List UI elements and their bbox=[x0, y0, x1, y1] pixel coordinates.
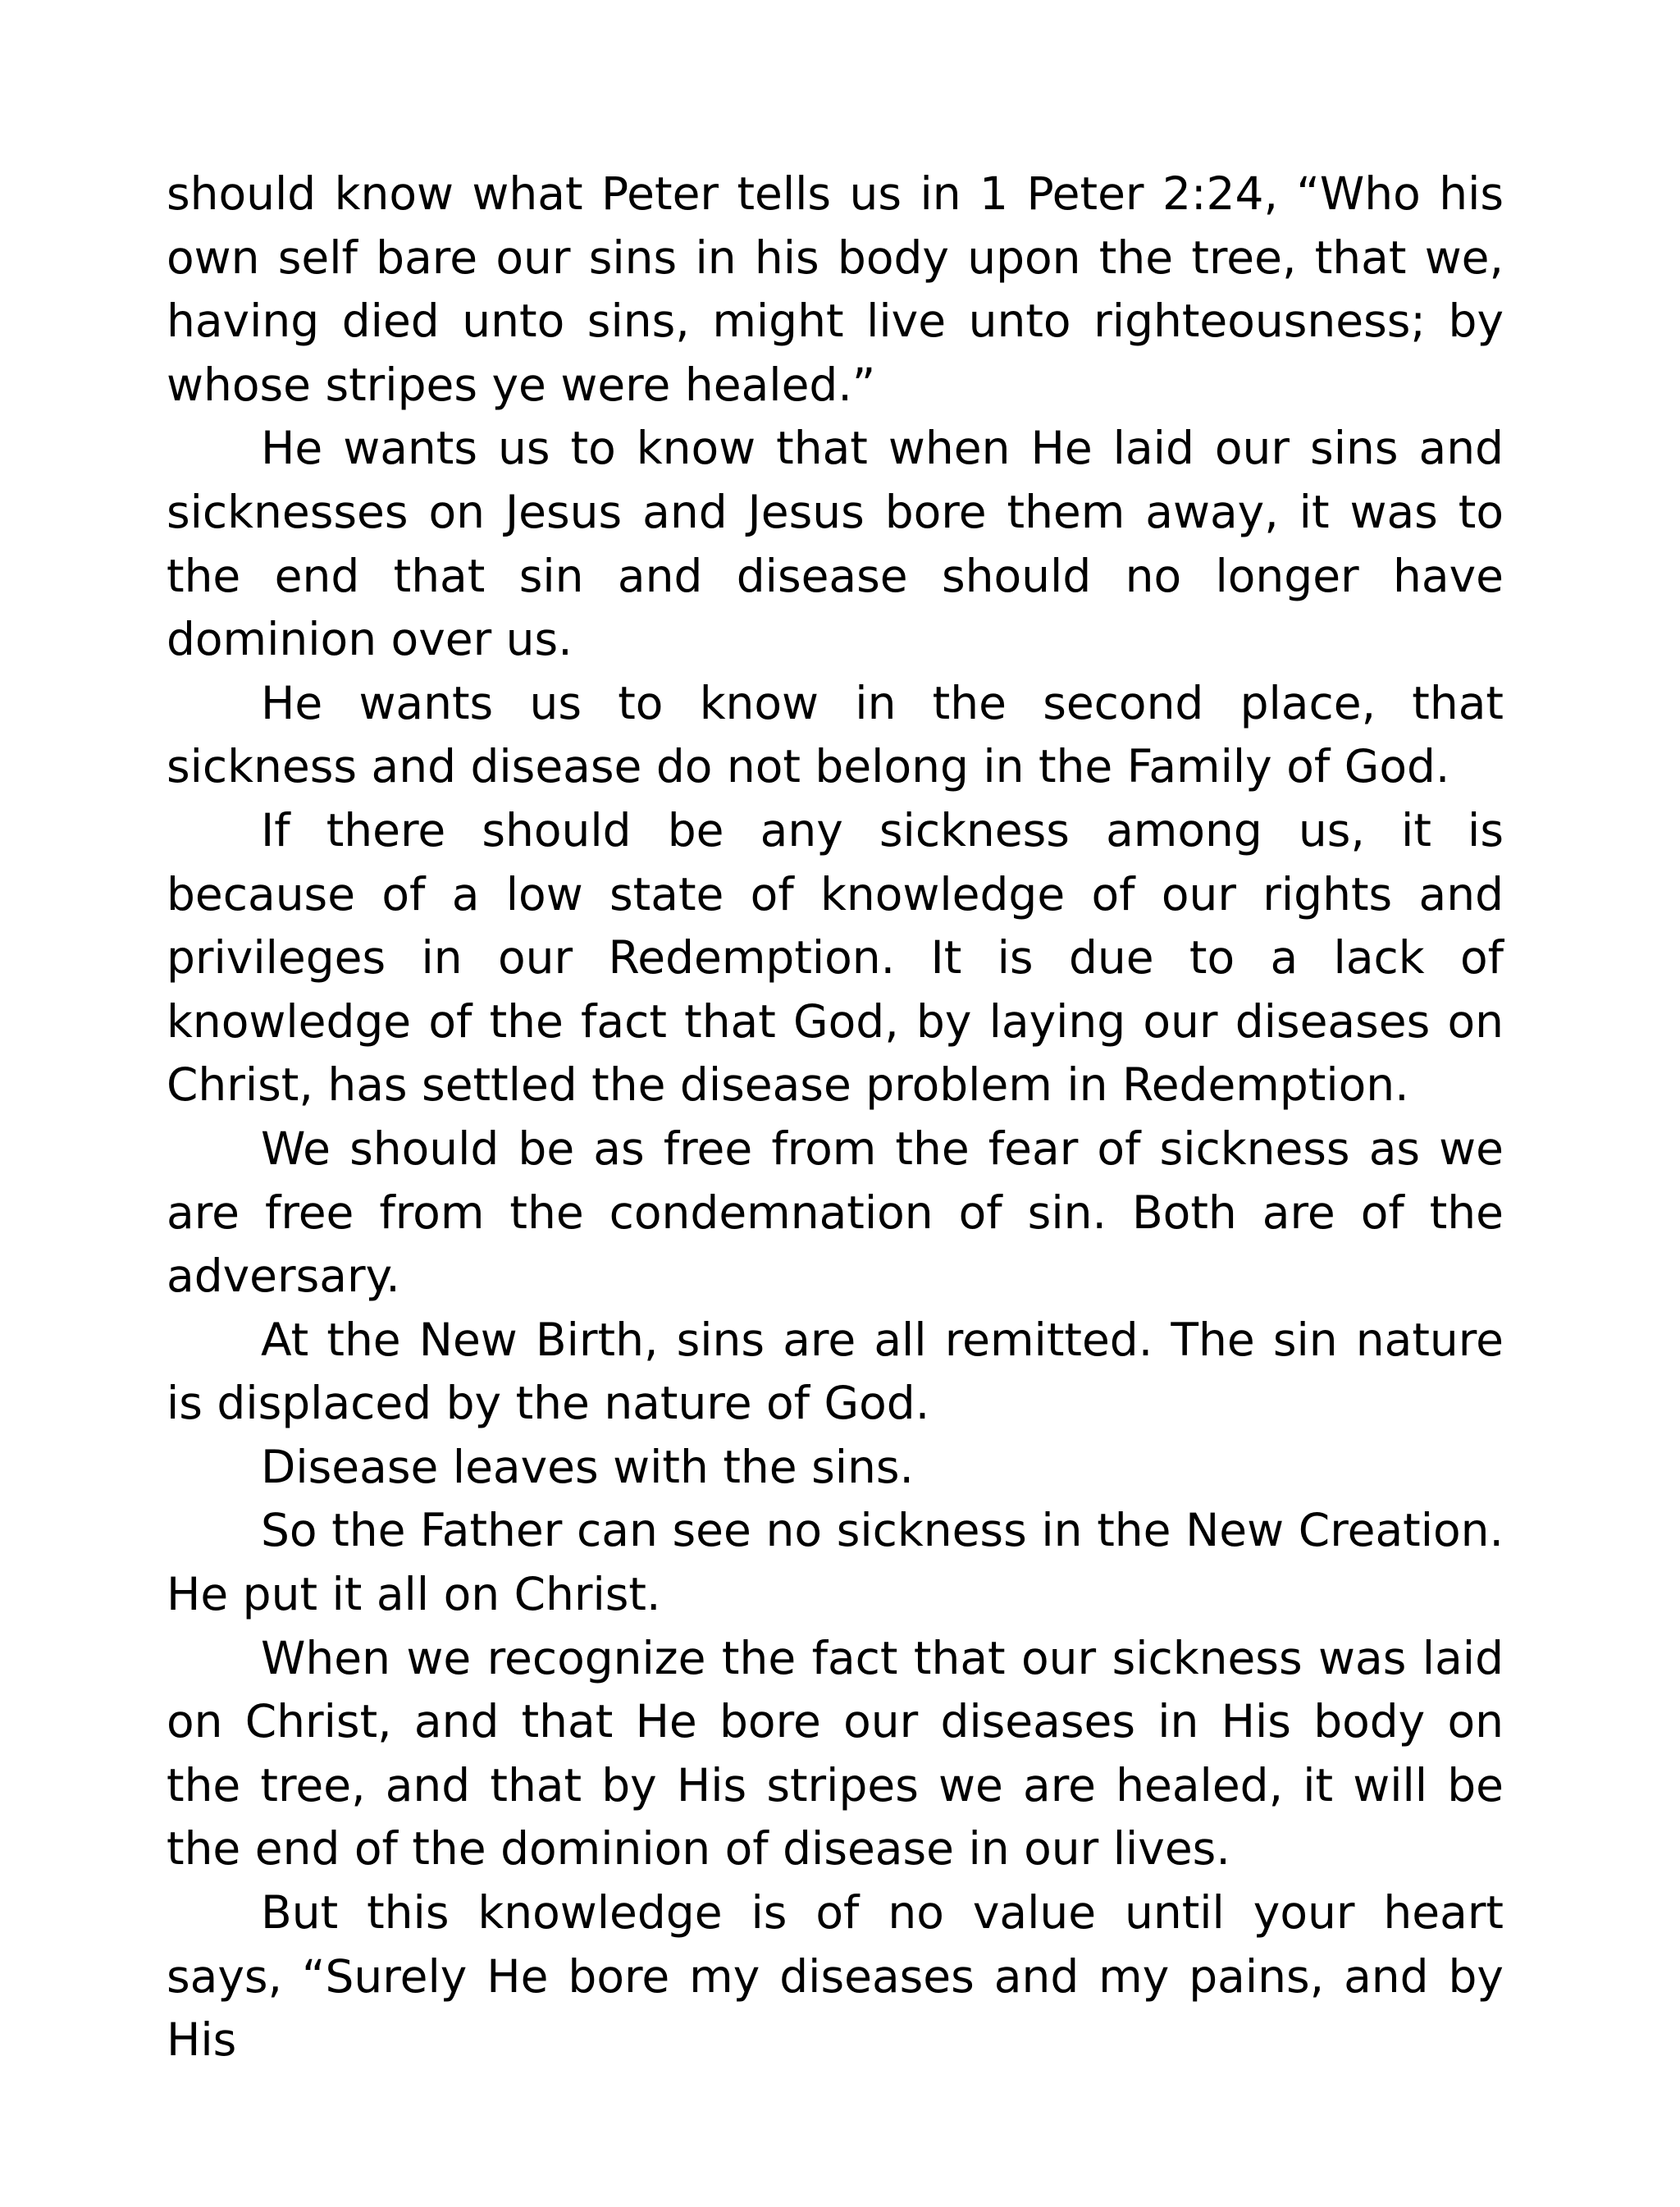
paragraph-3: He wants us to know in the second place, that sickness and disease do not belong in the Family of God. bbox=[167, 676, 1504, 793]
paragraph-6: At the New Birth, sins are all remitted. The sin nature is displaced by the nature of God. bbox=[167, 1313, 1504, 1430]
paragraph-10: But this knowledge is of no value until your heart says, “Surely He bore my diseases and my pains, and by His bbox=[167, 1886, 1504, 2067]
paragraph-5: We should be as free from the fear of sickness as we are free from the condemnation of sin. Both are of the adversary. bbox=[167, 1122, 1504, 1303]
body-text bbox=[167, 162, 1504, 2072]
paragraph-4: If there should be any sickness among us, it is because of a low state of knowledge of our rights and privileges in our Redemption. It is due to a lack of knowledge of the fact that God, by laying our diseases on Christ, has settled the disease problem in Redemption. bbox=[167, 803, 1504, 1112]
paragraph-8: So the Father can see no sickness in the New Creation. He put it all on Christ. bbox=[167, 1504, 1504, 1621]
paragraph-1: should know what Peter tells us in 1 Peter 2:24, “Who his own self bare our sins in his body upon the tree, that we, having died unto sins, might live unto righteousness; by whose stripes ye were healed.” bbox=[167, 167, 1504, 411]
paragraph-2: He wants us to know that when He laid our sins and sicknesses on Jesus and Jesus bore them away, it was to the end that sin and disease should no longer have dominion over us. bbox=[167, 422, 1504, 666]
paragraph-9: When we recognize the fact that our sickness was laid on Christ, and that He bore our diseases in His body on the tree, and that by His stripes we are healed, it will be the end of the dominion of disease in our lives. bbox=[167, 1631, 1504, 1876]
paragraph-7: Disease leaves with the sins. bbox=[261, 1440, 914, 1493]
